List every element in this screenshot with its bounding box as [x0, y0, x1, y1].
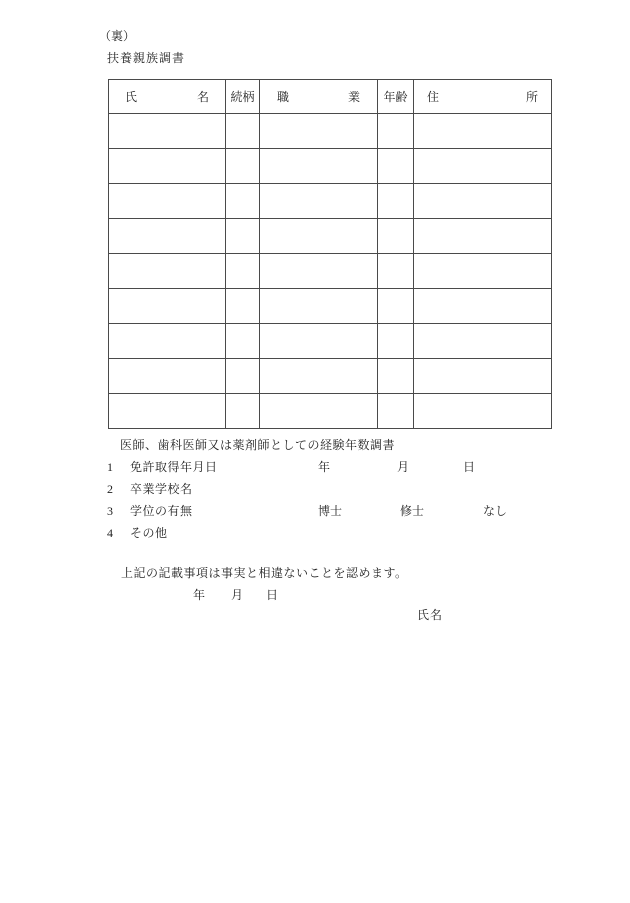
item-number: 2: [107, 482, 113, 496]
doctorate-option-label: 博士: [318, 504, 343, 518]
table-cell: [414, 394, 552, 429]
table-cell: [378, 289, 414, 324]
table-cell: [378, 149, 414, 184]
page-title: 扶養親族調書: [107, 51, 186, 65]
header-label: 年齢: [383, 89, 408, 104]
header-char: 業: [347, 89, 360, 104]
table-cell: [260, 219, 378, 254]
day-field-label: 日: [266, 588, 279, 602]
header-char: 氏: [125, 89, 138, 104]
dependents-table: [108, 79, 552, 429]
table-cell: [414, 289, 552, 324]
year-field-label: 年: [318, 460, 331, 474]
table-cell: [109, 114, 226, 149]
table-cell: [378, 219, 414, 254]
table-cell: [414, 324, 552, 359]
item-label: 免許取得年月日: [130, 460, 218, 474]
table-cell: [378, 359, 414, 394]
item-label: 卒業学校名: [130, 482, 193, 496]
column-header-address: [414, 80, 552, 114]
table-cell: [226, 219, 260, 254]
table-cell: [378, 324, 414, 359]
table-cell: [226, 394, 260, 429]
table-cell: [260, 289, 378, 324]
column-header-relationship: [226, 80, 260, 114]
table-cell: [109, 149, 226, 184]
experience-item-license-date: [0, 459, 630, 475]
table-cell: [414, 254, 552, 289]
table-cell: [260, 114, 378, 149]
header-char: 名: [196, 89, 209, 104]
table-header-row: [109, 80, 552, 114]
table-cell: [226, 149, 260, 184]
table-cell: [260, 254, 378, 289]
table-cell: [378, 394, 414, 429]
declaration-statement: 上記の記載事項は事実と相違ないことを認めます。: [121, 566, 408, 580]
month-field-label: 月: [231, 588, 244, 602]
day-field-label: 日: [463, 460, 476, 474]
experience-item-other: [0, 525, 630, 541]
table-row: [109, 289, 552, 324]
experience-section-title: 医師、歯科医師又は薬剤師としての経験年数調書: [120, 438, 396, 452]
table-row: [109, 219, 552, 254]
table-cell: [109, 254, 226, 289]
table-row: [109, 324, 552, 359]
table-cell: [414, 219, 552, 254]
table-cell: [109, 359, 226, 394]
table-cell: [226, 254, 260, 289]
header-label: 続柄: [230, 89, 255, 104]
table-cell: [378, 184, 414, 219]
experience-item-school-name: [0, 481, 630, 497]
table-row: [109, 149, 552, 184]
table-cell: [260, 359, 378, 394]
table-row: [109, 394, 552, 429]
table-cell: [414, 184, 552, 219]
table-row: [109, 359, 552, 394]
table-cell: [226, 184, 260, 219]
table-cell: [226, 289, 260, 324]
table-cell: [226, 114, 260, 149]
table-cell: [260, 324, 378, 359]
year-field-label: 年: [193, 588, 206, 602]
header-char: 住: [427, 89, 440, 104]
table-cell: [260, 394, 378, 429]
item-label: 学位の有無: [130, 504, 193, 518]
table-row: [109, 114, 552, 149]
table-cell: [414, 359, 552, 394]
signature-label: 氏名: [417, 608, 444, 622]
item-number: 3: [107, 504, 113, 518]
masters-option-label: 修士: [400, 504, 425, 518]
table-cell: [226, 359, 260, 394]
month-field-label: 月: [397, 460, 410, 474]
table-cell: [109, 219, 226, 254]
page-side-label: （裏）: [99, 29, 136, 43]
table-cell: [109, 184, 226, 219]
column-header-name: [109, 80, 226, 114]
table-cell: [378, 114, 414, 149]
dependents-table-body: [109, 114, 552, 429]
item-label: その他: [130, 526, 168, 540]
table-cell: [414, 149, 552, 184]
item-number: 1: [107, 460, 113, 474]
table-cell: [109, 394, 226, 429]
table-cell: [378, 254, 414, 289]
table-row: [109, 184, 552, 219]
table-cell: [260, 149, 378, 184]
none-option-label: なし: [483, 504, 508, 518]
declaration-date-line: [0, 587, 630, 603]
table-cell: [414, 114, 552, 149]
column-header-occupation: [260, 80, 378, 114]
item-number: 4: [107, 526, 113, 540]
table-row: [109, 254, 552, 289]
column-header-age: [378, 80, 414, 114]
table-cell: [226, 324, 260, 359]
table-cell: [109, 289, 226, 324]
table-cell: [109, 324, 226, 359]
header-char: 所: [525, 89, 538, 104]
table-cell: [260, 184, 378, 219]
experience-item-degree: [0, 503, 630, 519]
header-char: 職: [277, 89, 290, 104]
